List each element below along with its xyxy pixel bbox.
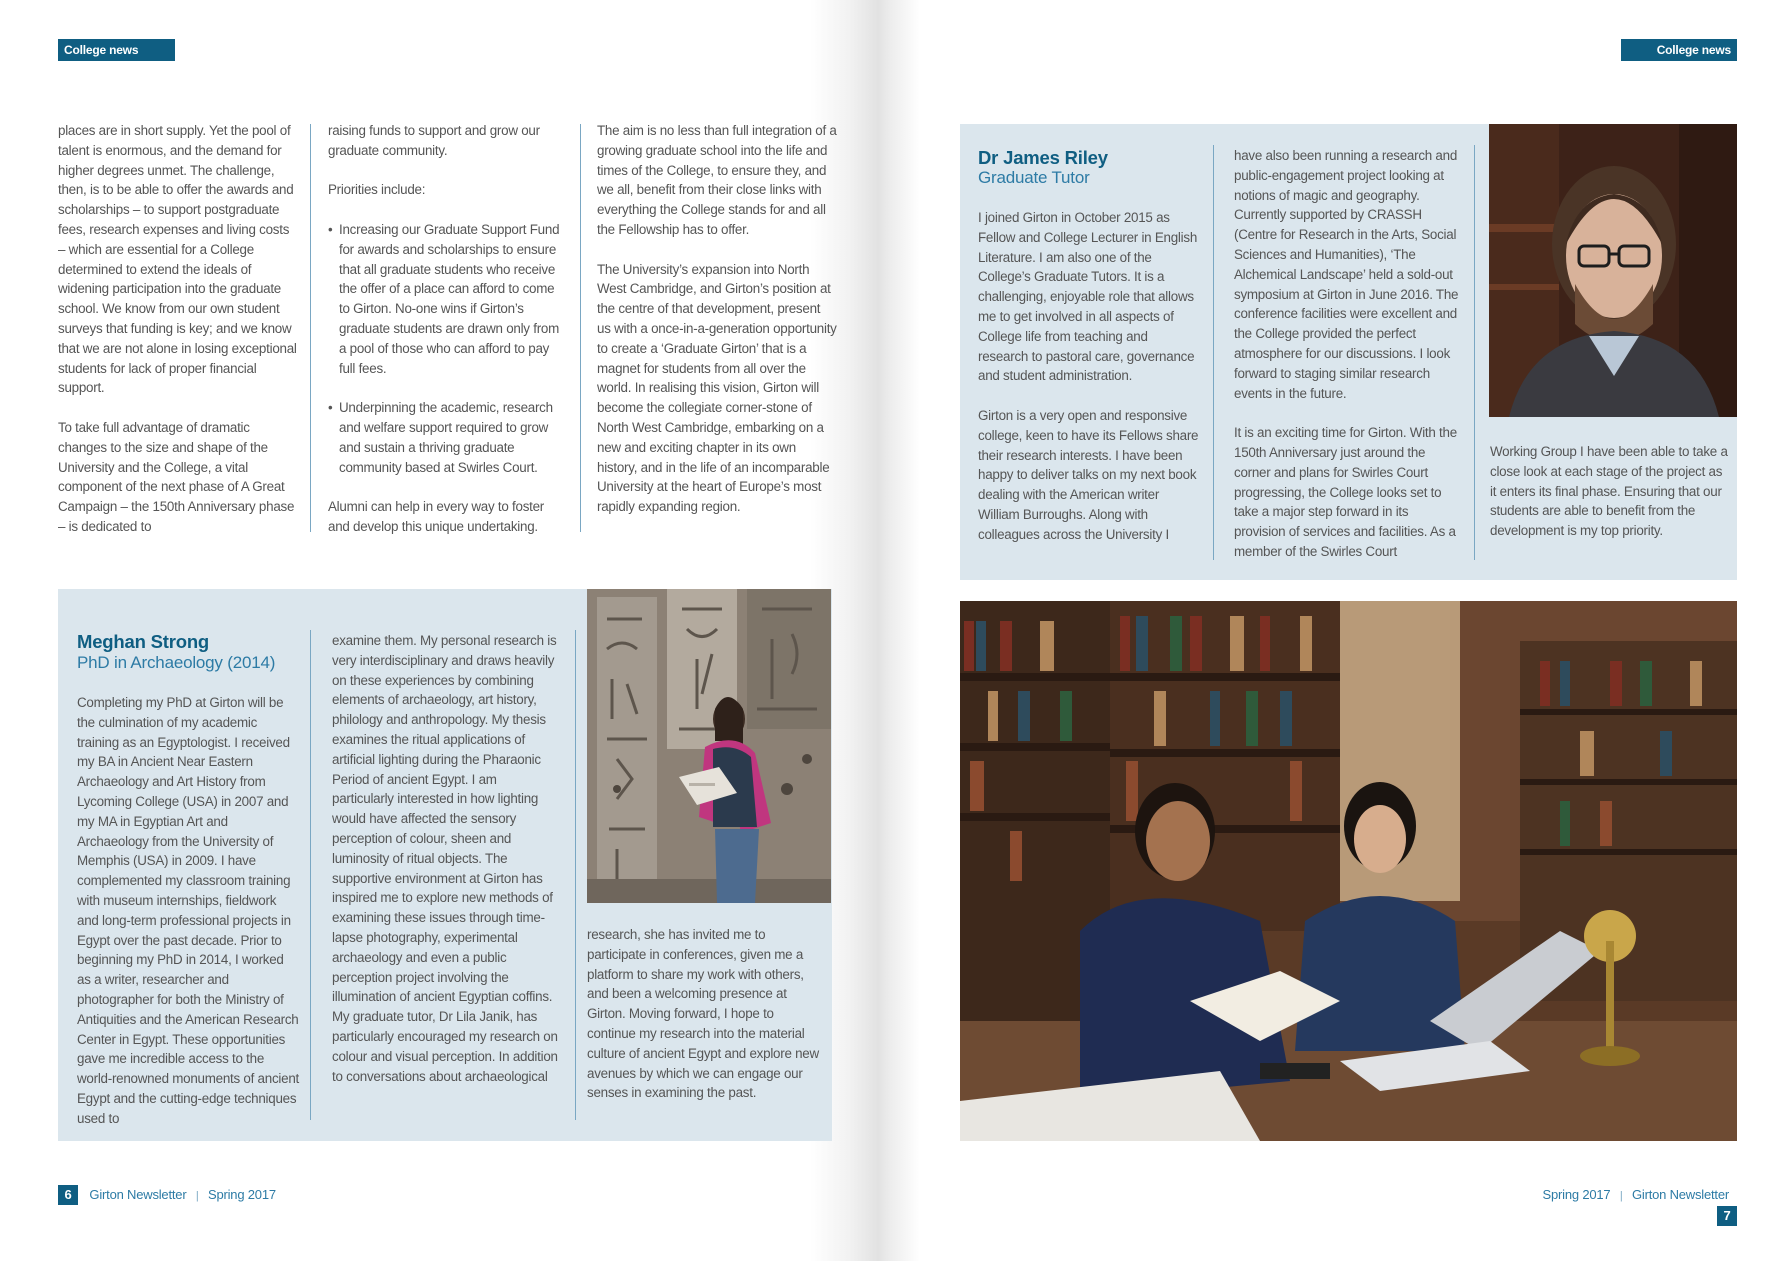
footer-publication: Girton Newsletter: [1631, 1187, 1729, 1202]
profile-paragraph: research, she has invited me to participate in conferences, given me a platform to share my work with others, and been a welcoming presence at Girton. Moving forward, I hope to continue my research into the material culture of ancient Egypt and explore new avenues by which we can engage our senses in examining the past.: [587, 927, 819, 1101]
bullet-item: • Increasing our Graduate Support Fund for awards and scholarships to ensure that all graduate students who receive the offer of a place can afford to come to Girton. No-one wins if Girton’s graduate students are drawn only from a pool of those who can afford to pay full fees.: [328, 220, 564, 378]
profile-column-1: [978, 208, 1200, 545]
profile-role: PhD in Archaeology (2014): [77, 653, 276, 672]
column-divider: [580, 124, 581, 532]
article-paragraph: raising funds to support and grow our graduate community.: [328, 123, 540, 158]
footer-separator: |: [195, 1190, 199, 1202]
article-column-3: [597, 121, 837, 517]
column-divider: [1213, 145, 1214, 560]
article-column-1: [58, 121, 298, 537]
section-tag-right: College news: [1621, 39, 1737, 61]
footer-left: [58, 1185, 276, 1205]
footer-separator: |: [1619, 1190, 1623, 1202]
profile-paragraph: It is an exciting time for Girton. With the 150th Anniversary just around the corner and plans for Swirles Court progressing, the College looks set to take a major step forward in its provision of services and facilities. As a member of the Swirles Court: [1234, 425, 1457, 559]
footer-publication: Girton Newsletter: [89, 1187, 187, 1202]
profile-paragraph: have also been running a research and public-engagement project looking at notions of magic and geography. Currently supported by CRASSH (Centre for Research in the Arts, Social Sciences and Humanities), ‘The Alchemical Landscape’ held a sold-out symposium at Girton in June 2016. The conference facilities were excellent and the College provided the perfect atmosphere for our discussions. I look forward to staging similar research events in the future.: [1234, 148, 1459, 401]
footer-issue: Spring 2017: [207, 1187, 276, 1202]
column-divider: [575, 630, 576, 1120]
article-paragraph: The aim is no less than full integration of a growing graduate school into the life and times of the College, to ensure they, and we all, benefit from their close links with everything the College stands for and all the Fellowship has to offer.: [597, 123, 837, 237]
profile-paragraph: examine them. My personal research is very interdisciplinary and draws heavily on these experiences by combining elements of archaeology, art history, philology and anthropology. My thesis examines the ritual applications of artificial lighting during the Pharaonic Period of ancient Egypt. I am particularly interested in how lighting would have affected the sensory perception of colour, sheen and luminosity of ritual objects. The supportive environment at Girton has inspired me to explore new methods of examining these issues through time-lapse photography, experimental archaeology and even a public perception project involving the illumination of ancient Egyptian coffins. My graduate tutor, Dr Lila Janik, has particularly encouraged my research on colour and visual perception. In addition to conversations about archaeological: [332, 633, 558, 1084]
photo-library-scene: [960, 601, 1737, 1141]
profile-column-2: [1234, 146, 1460, 562]
profile-column-2: [332, 631, 558, 1086]
article-column-2: [328, 121, 564, 537]
footer-issue: Spring 2017: [1542, 1187, 1611, 1202]
article-paragraph: Priorities include:: [328, 182, 426, 198]
column-divider: [310, 630, 311, 1120]
profile-paragraph: Completing my PhD at Girton will be the culmination of my academic training as an Egyptologist. I received my BA in Ancient Near Eastern Archaeology and Art History from Lycoming College (USA) in 2007 and my MA in Egyptian Art and Archaeology from the University of Memphis (USA) in 2009. I have complemented my classroom training with museum internships, fieldwork and long-term professional projects in Egypt over the past decade. Prior to beginning my PhD in 2014, I worked as a writer, researcher and photographer for both the Ministry of Antiquities and the American Research Center in Egypt. These opportunities gave me incredible access to the world-renowned monuments of ancient Egypt and the cutting-edge techniques used to: [77, 695, 299, 1126]
footer-right: [1534, 1185, 1737, 1223]
page-number: 7: [1717, 1206, 1737, 1226]
profile-role: Graduate Tutor: [978, 168, 1090, 187]
section-tag-left: College news: [58, 39, 175, 61]
column-divider: [310, 124, 311, 532]
profile-column-3: [587, 925, 819, 1103]
profile-paragraph: Working Group I have been able to take a close look at each stage of the project as it enters its final phase. Ensuring that our students are able to benefit from the development is my top priority.: [1490, 444, 1728, 539]
photo-meghan-strong: [587, 589, 831, 903]
page-number: 6: [58, 1185, 78, 1205]
profile-paragraph: Girton is a very open and responsive college, keen to have its Fellows share their research interests. I have been happy to deliver talks on my next book dealing with the American writer William Burroughs. Along with colleagues across the University I: [978, 407, 1199, 542]
article-paragraph: To take full advantage of dramatic changes to the size and shape of the University and the College, a vital component of the next phase of A Great Campaign – the 150th Anniversary phase – is dedicated to: [58, 419, 295, 534]
profile-column-3: [1490, 442, 1730, 541]
photo-library-students: [960, 601, 1737, 1141]
profile-column-1: [77, 693, 299, 1129]
photo-portrait: [1489, 124, 1737, 417]
article-paragraph: places are in short supply. Yet the pool of talent is enormous, and the demand for higher degrees unmet. The challenge, then, is to be able to offer the awards and scholarships – to support postgraduate fees, research expenses and living costs – which are essential for a College determined to extend the ideals of widening participation into the graduate school. We know from our own student surveys that funding is key; and we know that we are not alone in losing exceptional students for lack of proper financial support.: [58, 123, 297, 396]
column-divider: [1474, 145, 1475, 560]
bullet-item: • Underpinning the academic, research and welfare support required to grow and sustain a thriving graduate community based at Swirles Court.: [328, 398, 564, 477]
article-paragraph: Alumni can help in every way to foster and develop this unique undertaking.: [328, 499, 545, 534]
photo-egyptian-relief: [587, 589, 831, 903]
profile-name: Meghan Strong: [77, 631, 210, 652]
profile-paragraph: I joined Girton in October 2015 as Fellow and College Lecturer in English Literature. I am also one of the College’s Graduate Tutors. It is a challenging, enjoyable role that allows me to get involved in all aspects of College life from teaching and research to pastoral care, governance and student administration.: [978, 210, 1198, 384]
article-paragraph: The University’s expansion into North West Cambridge, and Girton’s position at the centre of that development, present us with a once-in-a-generation opportunity to create a ‘Graduate Girton’ that is a magnet for students from all over the world. In realising this vision, Girton will become the collegiate corner-stone of North West Cambridge, embarking on a new and exciting chapter in its own history, and in the life of an incomparable University at the heart of Europe’s most rapidly expanding region.: [597, 261, 837, 515]
photo-james-riley: [1489, 124, 1737, 417]
profile-name: Dr James Riley: [978, 147, 1108, 168]
